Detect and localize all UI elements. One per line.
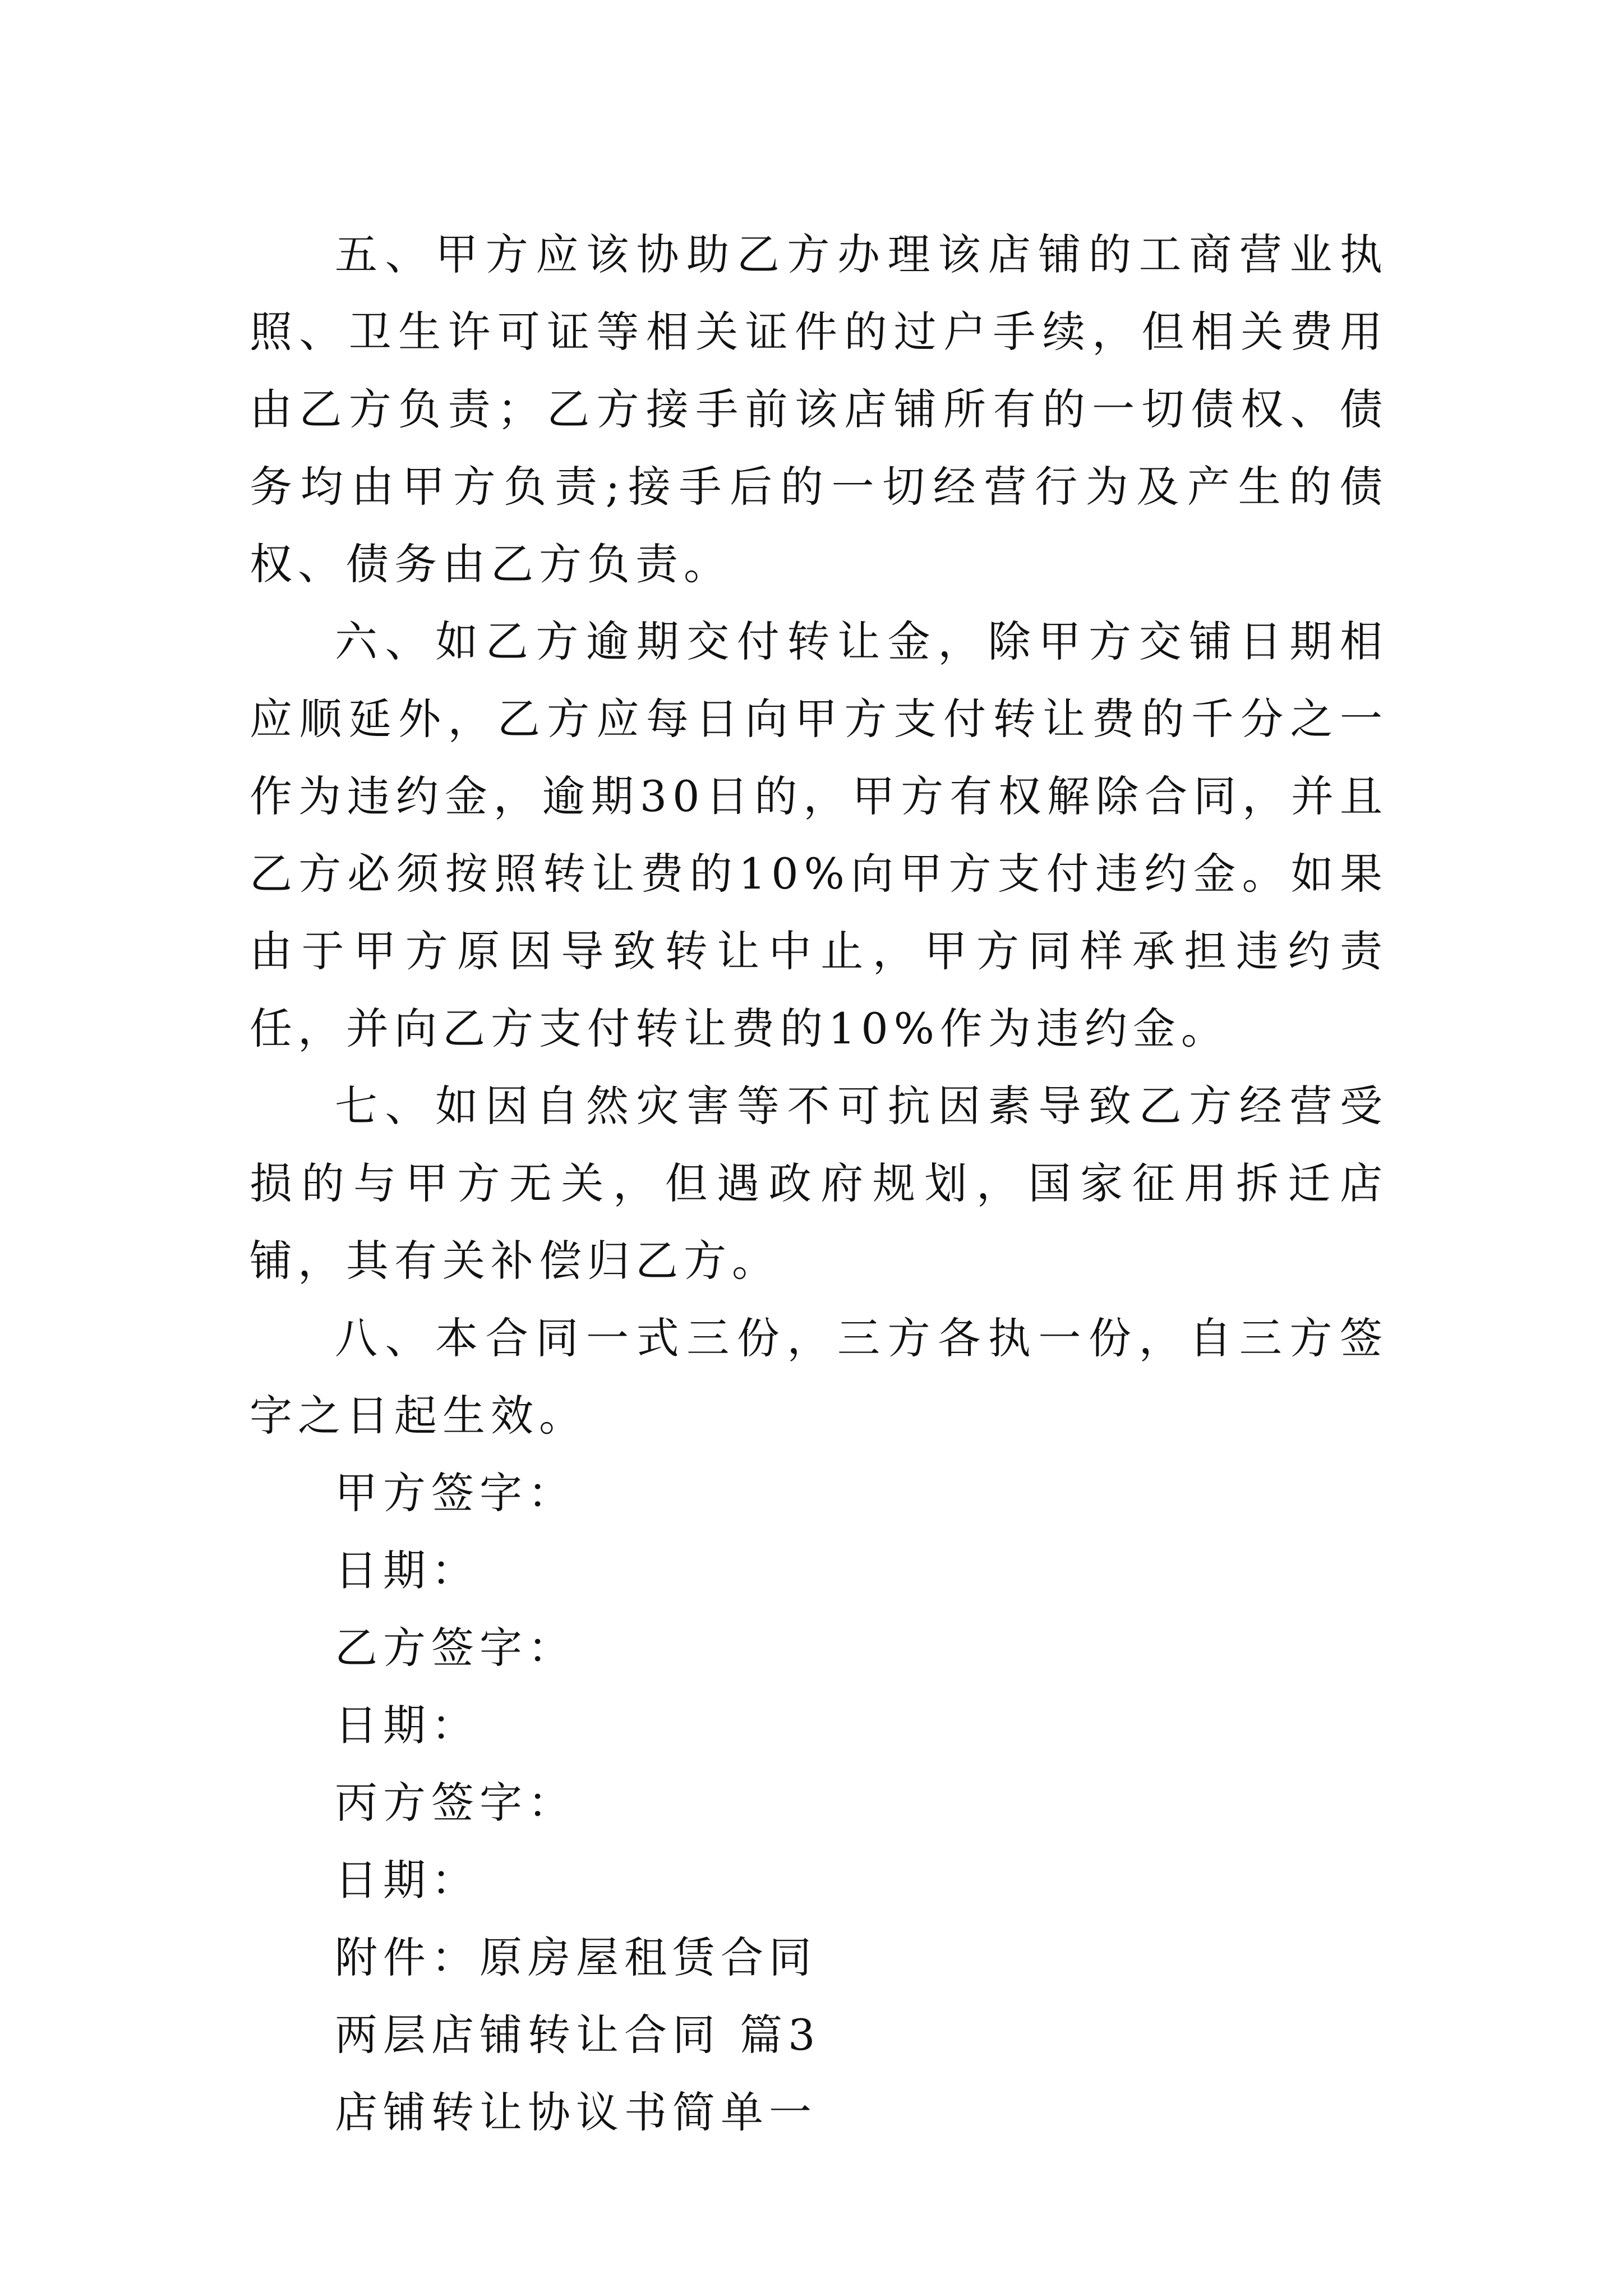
next-section-heading: 店铺转让协议书简单一 [335,2087,817,2137]
clause-8: 八、本合同一式三份，三方各执一份，自三方签字之日起生效。 [250,1313,1388,1441]
party-a-signature-line: 甲方签字： [335,1468,576,1518]
party-b-signature-line: 乙方签字： [335,1623,576,1673]
clause-7: 七、如因自然灾害等不可抗因素导致乙方经营受损的与甲方无关，但遇政府规划，国家征用拆迁店铺，其有关补偿归乙方。 [250,1081,1388,1286]
party-a-date-line: 日期： [335,1545,479,1595]
clause-6: 六、如乙方逾期交付转让金，除甲方交铺日期相应顺延外，乙方应每日向甲方支付转让费的千分之一作为违约金，逾期30日的，甲方有权解除合同，并且乙方必须按照转让费的10%向甲方支付违约金。如果由于甲方原因导致转让中止，甲方同样承担违约责任，并向乙方支付转让费的10%作为违约金。 [250,616,1388,1053]
party-c-date-line: 日期： [335,1855,479,1905]
party-b-date-line: 日期： [335,1700,479,1750]
clause-5: 五、甲方应该协助乙方办理该店铺的工商营业执照、卫生许可证等相关证件的过户手续，但相关费用由乙方负责；乙方接手前该店铺所有的一切债权、债务均由甲方负责;接手后的一切经营行为及产生的债权、债务由乙方负责。 [250,229,1388,589]
document-body [250,216,1388,2151]
next-section-title: 两层店铺转让合同 篇3 [335,2010,821,2060]
attachment-line: 附件：原房屋租赁合同 [335,1932,817,1982]
party-c-signature-line: 丙方签字： [335,1778,576,1828]
